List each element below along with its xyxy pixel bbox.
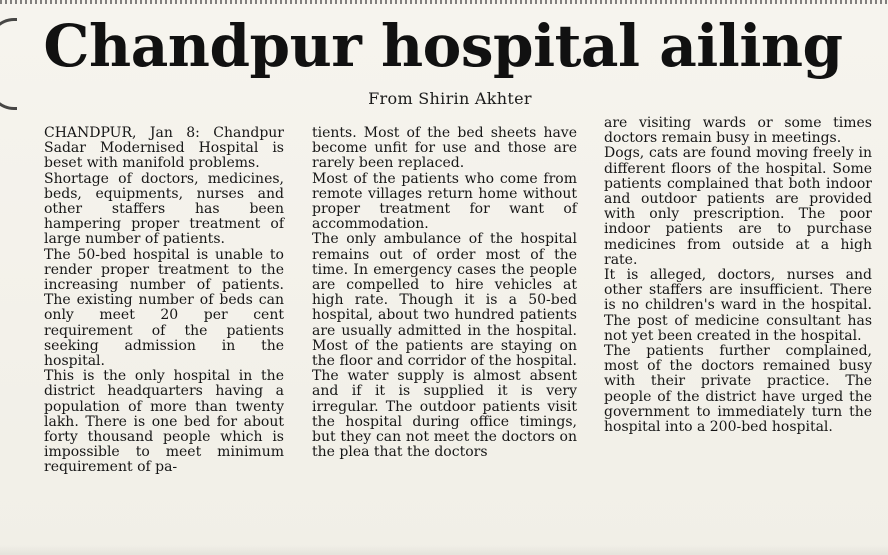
article-paragraph: Shortage of doctors, medicines, beds, equipments, nurses and other staffers has been hampering proper treatment of large number of patients. bbox=[44, 170, 284, 248]
article-column-1 bbox=[44, 126, 284, 476]
left-margin-arc bbox=[0, 18, 17, 110]
article-headline: Chandpur hospital ailing bbox=[43, 12, 843, 80]
article-paragraph: Most of the patients who come from remote villages return home without proper treatment for want of accommodation. bbox=[312, 170, 577, 233]
article-paragraph: This is the only hospital in the district headquarters having a population of more than twenty lakh. There is one bed for about forty thousand people which is impossible to meet minimum requirement of pa- bbox=[44, 368, 284, 476]
article-paragraph: tients. Most of the bed sheets have become unfit for use and those are rarely been replaced. bbox=[312, 125, 577, 172]
bottom-edge-shadow bbox=[0, 545, 888, 555]
article-byline: From Shirin Akhter bbox=[368, 89, 532, 108]
article-paragraph: The patients further complained, most of the doctors remained busy with their private practice. The people of the district have urged the government to immediately turn the hospital into a 200-bed hospital. bbox=[604, 343, 872, 436]
article-paragraph: The 50-bed hospital is unable to render proper treatment to the increasing number of patients. The existing number of beds can only meet 20 per cent requirement of the patients seeking admission in the hospital. bbox=[44, 246, 284, 370]
article-column-2 bbox=[312, 126, 577, 460]
article-paragraph: CHANDPUR, Jan 8: Chandpur Sadar Modernised Hospital is beset with manifold problems. bbox=[44, 125, 284, 172]
article-paragraph: The only ambulance of the hospital remains out of order most of the time. In emergency cases the people are compelled to hire vehicles at high rate. Though it is a 50-bed hospital, about two hundred patients are usually admitted in the hospital. Most of the patients are staying on the floor and corridor of the hospital. The water supply is almost absent and if it is supplied it is very irregular. The outdoor patients visit the hospital during office timings, but they can not meet the doctors on the plea that the doctors bbox=[312, 231, 577, 461]
article-paragraph: It is alleged, doctors, nurses and other staffers are insufficient. There is no children's ward in the hospital. The post of medicine consultant has not yet been created in the hospital. bbox=[604, 267, 872, 344]
article-column-3 bbox=[604, 116, 872, 435]
top-border-rule bbox=[0, 0, 888, 4]
article-paragraph: Dogs, cats are found moving freely in different floors of the hospital. Some patients complained that both indoor and outdoor patients are provided with only prescription. The poor indoor patients are to purchase medicines from outside at a high rate. bbox=[604, 145, 872, 268]
article-paragraph: are visiting wards or some times doctors remain busy in meetings. bbox=[604, 115, 872, 147]
